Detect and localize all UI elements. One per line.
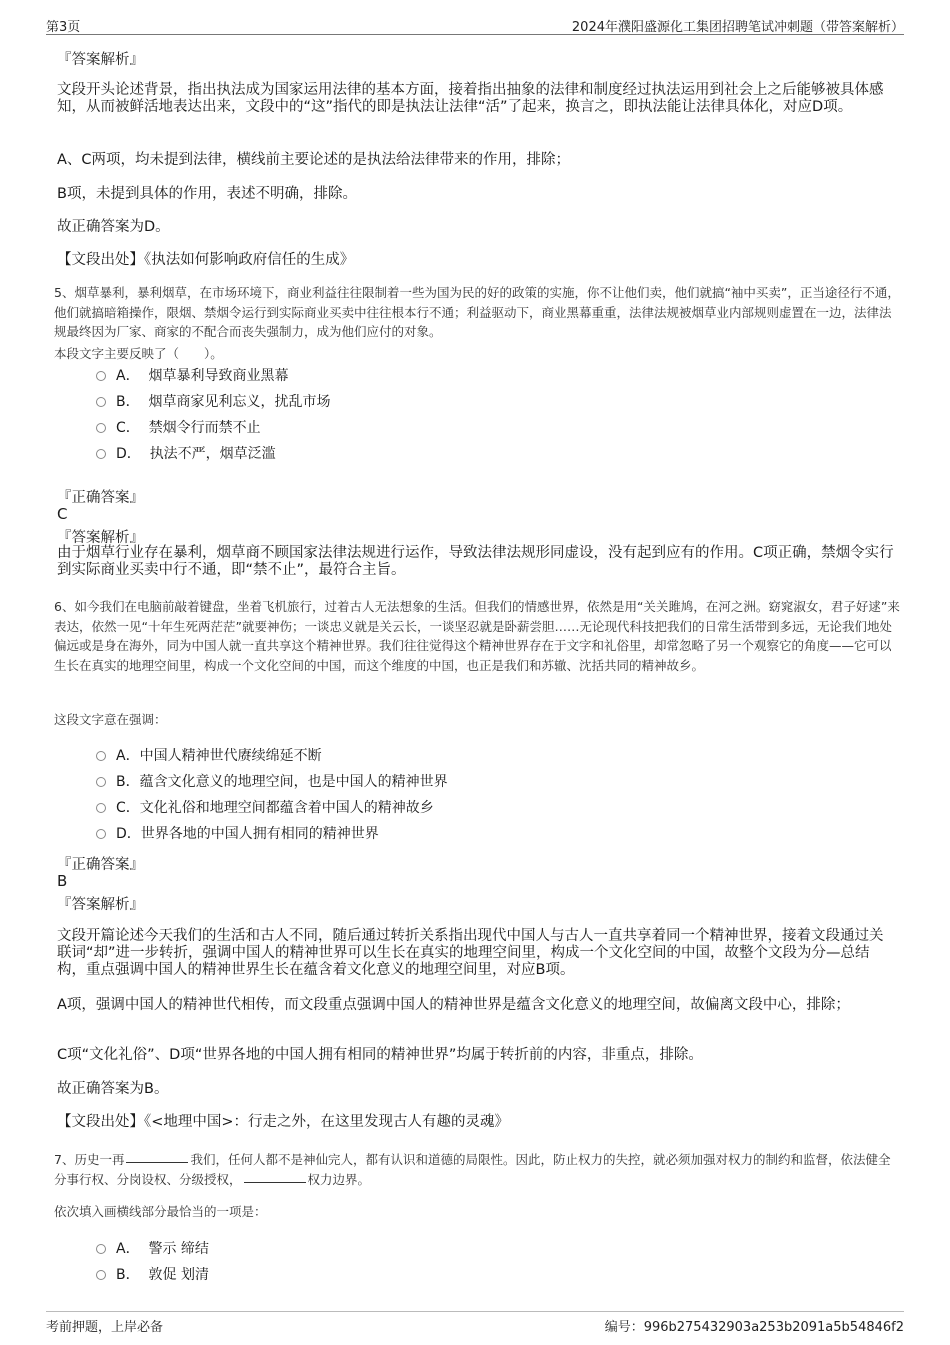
analysis-label: 『答案解析』 [57,530,144,546]
source-citation: 【文段出处】《<地理中国>：行走之外，在这里发现古人有趣的灵魂》 [57,1114,510,1130]
question-6-stem: 6、如今我们在电脑前敲着键盘，坐着飞机旅行，过着古人无法想象的生活。但我们的情感世界，依然是用“关关雎鸠，在河之洲。窈窕淑女，君子好逑”来表达，依然一见“十年生死两茫茫”就要神伤；一谈忠义就是关云长，一谈坚忍就是卧薪尝胆……无论现代科技把我们的日常生活带到多远，无论我们地处偏远或是身在海外，同为中国人就一直共享这个精神世界。我们往往觉得这个精神世界存在于文字和礼俗里，却常忽略了另一个观察它的角度——它可以生长在真实的地理空间里，构成一个文化空间的中国，而这个维度的中国，也正是我们和苏辙、沈括共同的精神故乡。 [54,599,900,673]
radio-icon[interactable] [96,803,106,813]
analysis-paragraph: A项，强调中国人的精神世代相传，而文段重点强调中国人的精神世界是蕴含文化意义的地理空间，故偏离文段中心，排除； [57,997,850,1013]
fill-blank [244,1182,306,1183]
question-6-prompt: 这段文字意在强调： [54,712,167,727]
analysis-paragraph: B项，未提到具体的作用，表述不明确，排除。 [57,186,357,202]
question-7-option-b[interactable]: B． 敦促 划清 [96,1266,209,1284]
analysis-label: 『答案解析』 [57,897,144,913]
question-5-option-a[interactable]: A． 烟草暴利导致商业黑幕 [96,367,288,385]
page-number: 第3页 [46,20,81,35]
analysis-paragraph: 故正确答案为B。 [57,1081,169,1097]
question-6-option-a[interactable]: A．中国人精神世代赓续绵延不断 [96,747,322,765]
document-title: 2024年濮阳盛源化工集团招聘笔试冲刺题（带答案解析） [571,20,904,35]
analysis-paragraph: C项“文化礼俗”、D项“世界各地的中国人拥有相同的精神世界”均属于转折前的内容，非重点，排除。 [57,1047,703,1063]
correct-answer: B [57,872,68,890]
footer-slogan: 考前押题，上岸必备 [46,1320,164,1335]
fill-blank [126,1162,188,1163]
page-footer [46,1311,904,1334]
correct-answer: C [57,505,68,523]
radio-icon[interactable] [96,423,106,433]
question-6-option-c[interactable]: C．文化礼俗和地理空间都蕴含着中国人的精神故乡 [96,799,434,817]
question-7-prompt: 依次填入画横线部分最恰当的一项是： [54,1204,267,1219]
correct-answer-label: 『正确答案』 [57,857,144,873]
question-7-stem: 7、历史一再 我们，任何人都不是神仙完人，都有认识和道德的局限性。因此，防止权力的失控，就必须加强对权力的制约和监督，依法健全分事行权、分岗设权、分级授权， 权力边界。 [54,1152,891,1187]
analysis-paragraph: A、C两项，均未提到法律，横线前主要论述的是执法给法律带来的作用，排除； [57,152,571,168]
question-5-option-d[interactable]: D． 执法不严，烟草泛滥 [96,445,276,463]
page-header [46,14,904,35]
analysis-paragraph: 文段开篇论述今天我们的生活和古人不同，随后通过转折关系指出现代中国人与古人一直共享着同一个精神世界，接着文段通过关联词“却”进一步转折，强调中国人的精神世界可以生长在真实的地理空间里，构成一个文化空间的中国，故整个文段为分—总结构，重点强调中国人的精神世界生长在蕴含着文化意义的地理空间里，对应B项。 [57,928,884,978]
radio-icon[interactable] [96,751,106,761]
question-6-option-b[interactable]: B．蕴含文化意义的地理空间，也是中国人的精神世界 [96,773,448,791]
radio-icon[interactable] [96,1244,106,1254]
source-citation: 【文段出处】《执法如何影响政府信任的生成》 [57,252,355,268]
radio-icon[interactable] [96,829,106,839]
radio-icon[interactable] [96,371,106,381]
question-6-option-d[interactable]: D．世界各地的中国人拥有相同的精神世界 [96,825,379,843]
analysis-paragraph: 由于烟草行业存在暴利，烟草商不顾国家法律法规进行运作，导致法律法规形同虚设，没有起到应有的作用。C项正确，禁烟令实行到实际商业买卖中行不通，即“禁不止”，最符合主旨。 [57,545,894,578]
question-7-option-a[interactable]: A． 警示 缔结 [96,1240,209,1258]
question-5-prompt: 本段文字主要反映了（ ）。 [54,346,223,361]
question-5-stem: 5、烟草暴利，暴利烟草，在市场环境下，商业利益往往限制着一些为国为民的好的政策的实施，你不让他们卖，他们就搞“袖中买卖”，正当途径行不通，他们就搞暗箱操作，限烟、禁烟令运行到实际商业买卖中往往根本行不通；利益驱动下，商业黑幕重重，法律法规被烟草业内部规则虚置在一边，法律法规最终因为厂家、商家的不配合而丧失强制力，成为他们应付的对象。 [54,285,900,339]
question-5-option-b[interactable]: B． 烟草商家见利忘义，扰乱市场 [96,393,331,411]
radio-icon[interactable] [96,449,106,459]
correct-answer-label: 『正确答案』 [57,490,144,506]
radio-icon[interactable] [96,1270,106,1280]
radio-icon[interactable] [96,777,106,787]
analysis-paragraph: 文段开头论述背景，指出执法成为国家运用法律的基本方面，接着指出抽象的法律和制度经过执法运用到社会上之后能够被具体感知，从而被鲜活地表达出来，文段中的“这”指代的即是执法让法律“活”了起来，换言之，即执法能让法律具体化，对应D项。 [57,82,884,115]
radio-icon[interactable] [96,397,106,407]
analysis-paragraph: 故正确答案为D。 [57,219,170,235]
document-id: 编号：996b275432903a253b2091a5b54846f2 [604,1320,904,1335]
question-5-option-c[interactable]: C． 禁烟令行而禁不止 [96,419,261,437]
analysis-label: 『答案解析』 [57,52,144,68]
